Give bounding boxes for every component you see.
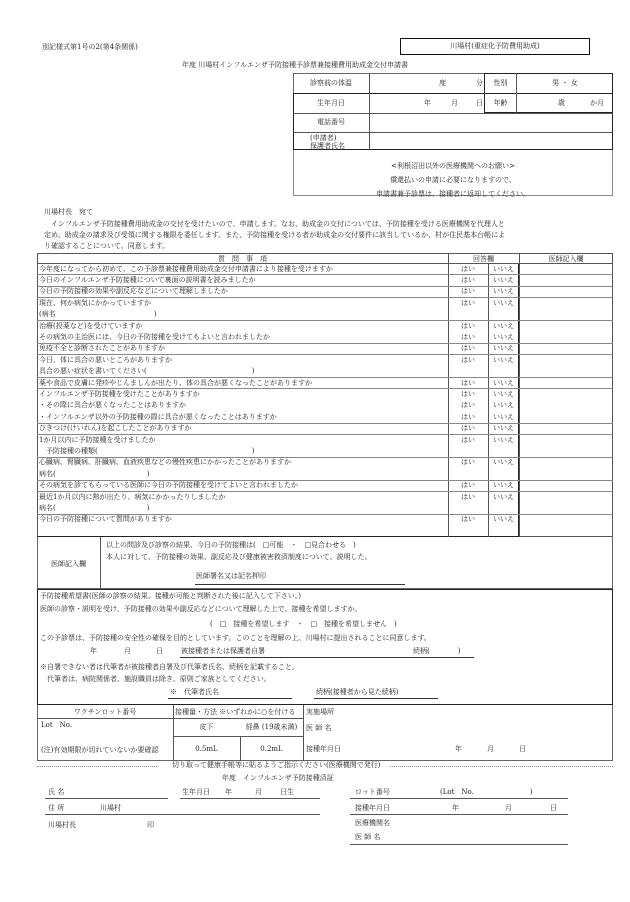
dob-label: 生年月日 [317,99,345,107]
doctor-signature-label: 医師署名又は記名押印 [196,572,266,580]
doctor-note-cell[interactable] [520,424,612,433]
wish-choice[interactable]: ( □ 接種を希望します ・ □ 接種を希望しません ) [210,620,397,628]
consent-line-1: インフルエンザ予防接種費用助成金の交付を受けたいので、申請します。なお、助成金の交付については、予防接種を受ける医療機関を代理人と [44,220,505,228]
consent-line-2: 定め、助成金の請求及び受領に関する権限を委任します。また、予防接種を受ける者が助成金の交付要件に該当しているか、村が住民基本台帳によ [44,231,506,239]
question-text: 今日のインフルエンザ予防接種について裏面の説明書を読みましたか [39,275,256,284]
proxy-name-line[interactable] [168,698,292,699]
answer-yes[interactable]: はい [461,412,475,421]
question-text: ・その際に具合が悪くなったことはありますか [39,401,186,410]
phone-label: 電話番号 [317,118,345,126]
phone-field[interactable] [370,114,612,131]
age-year-unit: 歳 [558,99,565,107]
answer-no[interactable]: いいえ [493,332,514,341]
header-box [400,38,590,55]
answer-no[interactable]: いいえ [493,492,514,501]
doctor-note-cell[interactable] [520,458,612,479]
lot-header: ワクチンロット番号 [73,708,137,716]
question-text: その病気を診てもらっている医師に今日の予防接種を受けてよいと言われましたか [39,481,298,490]
site-label: 実施場所 [306,708,334,716]
doctor-section-label: 医師記入欄 [51,560,86,568]
question-text: 心臓病、腎臓病、肝臓病、血液疾患などの慢性疾患にかかったことがありますか [39,458,291,467]
doctor-note-cell[interactable] [520,264,612,273]
wish-date-month: 月 [124,647,131,655]
question-text: 今日の予防接種について質問がありますか [39,515,172,524]
answer-yes[interactable]: はい [461,355,475,364]
cert-name-label: 氏 名 [48,788,65,796]
vaccine-date-day: 日 [519,745,526,753]
doctor-note-cell[interactable] [520,321,612,342]
answer-no[interactable]: いいえ [493,275,514,284]
answer-yes[interactable]: はい [461,458,475,467]
lot-note: (注)有効期限が切れていないか要確認 [41,746,159,754]
guardian-name-label: 保護者氏名 [310,142,345,150]
cert-date-line[interactable] [350,814,568,815]
doctor-explanation: 本人に対して、予防接種の効果、副反応及び健康被害救済制度について、説明した。 [106,553,372,561]
answer-no[interactable]: いいえ [493,298,514,307]
cert-dob-day: 日生 [280,788,294,796]
age-label: 年齢 [493,99,508,107]
answer-yes[interactable]: はい [461,401,475,410]
method-subcutaneous[interactable]: 皮下 [199,723,214,731]
notice-line-1: <利根沼田以外の医療機関へのお願い> [391,162,515,170]
sex-options[interactable]: 男 ・ 女 [552,79,578,87]
answer-yes[interactable]: はい [461,435,475,444]
wish-sign-line[interactable] [180,657,474,658]
doctor-note-cell[interactable] [520,344,612,353]
cert-lot-label: ロット番号 [355,788,390,796]
cert-dob-label: 生年月日 [182,788,210,796]
cert-dob-line[interactable] [180,798,320,799]
dob-year-unit: 年 [424,99,431,107]
answer-no[interactable]: いいえ [493,287,514,296]
temp-unit-minute: 分 [476,79,483,87]
wish-relation: 続柄( ) [413,647,461,655]
header-doctor: 医師記入欄 [548,255,584,263]
applicant-label: (申請者) [310,134,337,142]
sex-label: 性別 [493,79,508,87]
answer-no[interactable]: いいえ [493,458,514,467]
method-nasal[interactable]: 経鼻 (19歳未満) [245,723,298,731]
answer-no[interactable]: いいえ [493,515,514,524]
cert-doctor-label: 医 師 名 [355,833,381,841]
question-text: 治療(投薬など)を受けていますか [39,321,143,330]
question-text: 最近1か月以内に熱が出たり、病気にかかったりしましたか [39,492,226,501]
answer-no[interactable]: いいえ [493,389,514,398]
doctor-note-cell[interactable] [520,481,612,490]
doctor-note-cell[interactable] [520,275,612,284]
answer-yes[interactable]: はい [461,264,475,273]
wish-date-day: 日 [156,647,163,655]
wish-line-2: 医師の診察・説明を受け、予防接種の効果や副反応などについて理解した上で、接種を希望しますか。 [40,605,362,613]
vaccine-date-year: 年 [455,745,462,753]
form-code: 別記様式第1号の2(第4条関係) [42,43,138,51]
answer-no[interactable]: いいえ [493,481,514,490]
dose-subcutaneous[interactable]: 0.5mL [195,745,218,753]
doctor-note-cell[interactable] [520,389,612,421]
answer-yes[interactable]: はい [461,481,475,490]
age-month-unit: か月 [590,99,604,107]
wish-line-3: この予診票は、予防接種の安全性の確保を目的としています。このことを理解の上、川場村に提出されることに同意します。 [40,634,431,642]
answer-yes[interactable]: はい [461,275,475,284]
doctor-decision[interactable]: 以上の問診及び診察の結果、今日の予防接種は( □可能 ・ □見合わせる ) [106,541,356,549]
doctor-note-cell[interactable] [520,378,612,387]
cert-clinic-label: 医療機関名 [355,819,390,827]
cert-lot-line[interactable] [350,798,568,799]
doctor-note-cell[interactable] [520,515,612,524]
dose-nasal[interactable]: 0.2mL [260,745,283,753]
consent-line-3: り確認することについて、同意します。 [44,242,170,250]
answer-no[interactable]: いいえ [493,412,514,421]
answer-yes[interactable]: はい [461,515,475,524]
method-header: 接種量・方法 ※いずれかに○を付ける [175,708,296,716]
addressee: 川場村長 宛て [44,208,93,216]
dob-day-unit: 日 [476,99,483,107]
question-text: 病名( ) [39,469,150,478]
header-box-text: 川場村(重症化予防費用助成) [450,42,540,50]
notice-line-2: 償還払いの申請に必要になりますので、 [390,176,516,184]
answer-no[interactable]: いいえ [493,355,514,364]
cert-dob-month: 月 [255,788,262,796]
temp-unit-degree: 度 [439,79,446,87]
cert-seal: 印 [147,821,154,829]
answer-yes[interactable]: はい [461,298,475,307]
doctor-note-cell[interactable] [520,298,612,319]
answer-no[interactable]: いいえ [493,424,514,433]
question-text: ・インフルエンザ以外の予防接種の際に具合が悪くなったことはありますか [39,412,277,421]
cut-instruction: 切り取って健康手帳等に貼るようご指示ください(医療機関で発行) [172,761,381,769]
page-title: 年度 川場村インフルエンザ予防接種予診票兼接種費用助成金交付申請書 [182,61,408,69]
wish-note-2: 代筆者は、病院関係者、施設職員は除き、原則ご家族としてください。 [40,675,271,683]
dob-month-unit: 月 [451,99,458,107]
vaccine-date-month: 月 [487,745,494,753]
proxy-relation-line[interactable] [314,698,438,699]
cert-address-line[interactable] [45,814,320,815]
question-text: 1か月以内に予防接種を受けましたか [39,435,156,444]
question-text: 今年度になってから初めて、この予診票兼接種費用助成金交付申請書により接種を受けますか [39,264,333,273]
answer-yes[interactable]: はい [461,344,475,353]
question-text: 具合の悪い症状を書いてください( ) [39,367,255,376]
cert-name-line[interactable] [45,798,168,799]
answer-yes[interactable]: はい [461,378,475,387]
vaccine-date-label: 接種年月日 [306,745,341,753]
answer-yes[interactable]: はい [461,287,475,296]
wish-date-year: 年 [90,647,97,655]
cert-dob-year: 年 [225,788,232,796]
answer-no[interactable]: いいえ [493,435,514,444]
answer-yes[interactable]: はい [461,424,475,433]
doctor-signature-line[interactable] [195,584,405,585]
doctor-note-cell[interactable] [520,287,612,296]
question-text: 現在、何か病気にかかっていますか [39,298,151,307]
cert-mayor: 川場村長 [48,821,76,829]
answer-no[interactable]: いいえ [493,344,514,353]
answer-no[interactable]: いいえ [493,401,514,410]
answer-no[interactable]: いいえ [493,378,514,387]
answer-yes[interactable]: はい [461,389,475,398]
cert-date-day: 日 [550,804,557,812]
doctor-note-cell[interactable] [520,355,612,376]
doctor-note-cell[interactable] [520,435,612,456]
answer-yes[interactable]: はい [461,321,475,330]
cert-date-month: 月 [505,804,512,812]
temp-label: 診察前の体温 [310,79,352,87]
question-text: (病名 ) [39,310,157,319]
certificate-title: 年度 インフルエンザ予防接種済証 [222,774,334,782]
wish-sign-label: 被接種者または保護者自署 [181,647,265,655]
question-text: 病名( ) [39,503,150,512]
answer-no[interactable]: いいえ [493,321,514,330]
cert-address-value: 川場村 [100,804,121,812]
cut-line-left [37,766,157,767]
answer-no[interactable]: いいえ [493,264,514,273]
doctor-note-cell[interactable] [520,492,612,513]
wish-line-1: 予防接種希望書(医師の診察の結果、接種が可能と判断された後に記入して下さい。) [40,592,301,600]
proxy-name-label: ※ 代筆者氏名 [170,688,219,696]
wish-note-1: ※自署できない者は代筆者が被接種者自署及び代筆者氏名、続柄を記載すること。 [40,663,299,671]
cert-address-label: 住 所 [48,804,65,812]
question-text: その病気の主治医には、今日の予防接種を受けてもよいと言われましたか [39,332,270,341]
guardian-name-field[interactable] [370,133,612,149]
cert-date-label: 接種年月日 [355,804,390,812]
lot-label: Lot No. [41,721,73,729]
question-text: 免疫不全と診断されたことがありますか [39,344,165,353]
question-text: 今日、体に具合の悪いところがありますか [39,355,172,364]
question-text: 予防接種の種類( ) [39,446,255,455]
header-question: 質 問 事 項 [218,255,267,263]
cert-lot-value: (Lot No. ) [440,788,533,796]
question-text: 今日の予防接種の効果や副反応などについて理解しましたか [39,287,228,296]
question-text: インフルエンザ予防接種を受けたことがありますか [39,389,200,398]
question-text: ひきつけ(けいれん)を起こしたことがありますか [39,424,192,433]
cut-line-right [390,766,613,767]
answer-yes[interactable]: はい [461,332,475,341]
answer-yes[interactable]: はい [461,492,475,501]
vaccine-doctor-label: 医 師 名 [306,724,332,732]
notice-line-3: 申請書兼予診票は、接種者に返却してください。 [376,190,530,198]
temp-field[interactable] [370,74,483,92]
cert-doctor-line[interactable] [350,844,568,845]
proxy-relation-label: 続柄(接種者から見た続柄) [316,688,399,696]
cert-date-year: 年 [452,804,459,812]
question-text: 薬や食品で皮膚に発疹やじんましんが出たり、体の具合が悪くなったことがありますか [39,378,312,387]
header-answer: 回答欄 [473,255,494,263]
